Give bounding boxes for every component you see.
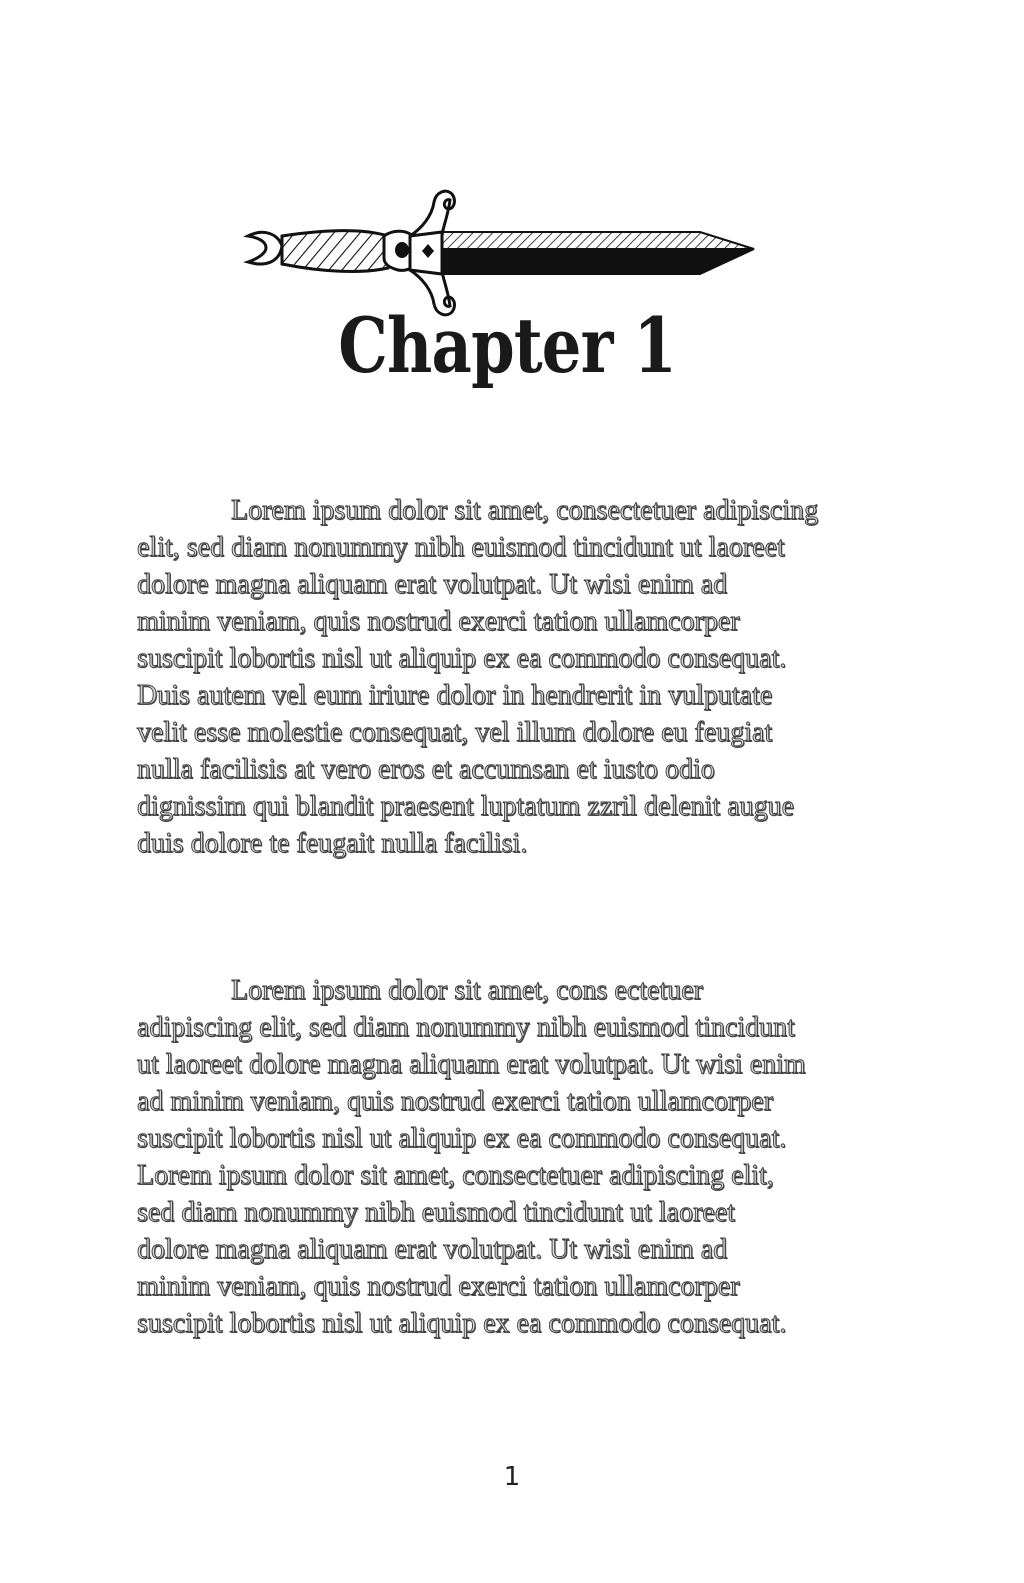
chapter-title: Chapter 1 [338,301,677,390]
paragraph-line: ad minim veniam, quis nostrud exerci tation ullamcorper [137,1086,774,1117]
paragraph-line: Lorem ipsum dolor sit amet, consectetuer adipiscing [231,495,819,526]
paragraph-line: sed diam nonummy nibh euismod tincidunt ut laoreet [137,1197,736,1228]
paragraph-line: suscipit lobortis nisl ut aliquip ex ea commodo consequat. [137,643,787,674]
paragraph-1 [137,492,917,862]
paragraph-2 [137,972,917,1342]
paragraph-line: Duis autem vel eum iriure dolor in hendrerit in vulputate [137,680,773,711]
paragraph-line: Lorem ipsum dolor sit amet, consectetuer adipiscing elit, [137,1160,774,1191]
paragraph-line: nulla facilisis at vero eros et accumsan et iusto odio [137,754,715,785]
page-number: 1 [503,1462,521,1492]
paragraph-line: dignissim qui blandit praesent luptatum zzril delenit augue [137,791,795,822]
paragraph-line: minim veniam, quis nostrud exerci tation ullamcorper [137,1271,740,1302]
paragraph-line: Lorem ipsum dolor sit amet, cons ectetuer [231,975,703,1006]
paragraph-line: suscipit lobortis nisl ut aliquip ex ea commodo consequat. [137,1308,787,1339]
paragraph-line: adipiscing elit, sed diam nonummy nibh euismod tincidunt [137,1012,795,1043]
paragraph-line: dolore magna aliquam erat volutpat. Ut wisi enim ad [137,569,728,600]
paragraph-line: ut laoreet dolore magna aliquam erat volutpat. Ut wisi enim [137,1049,806,1080]
paragraph-line: suscipit lobortis nisl ut aliquip ex ea commodo consequat. [137,1123,787,1154]
paragraph-line: minim veniam, quis nostrud exerci tation ullamcorper [137,606,740,637]
paragraph-line: velit esse molestie consequat, vel illum dolore eu feugiat [137,717,773,748]
paragraph-line: dolore magna aliquam erat volutpat. Ut wisi enim ad [137,1234,728,1265]
paragraph-line: duis dolore te feugait nulla facilisi. [137,828,528,859]
paragraph-line: elit, sed diam nonummy nibh euismod tincidunt ut laoreet [137,532,785,563]
